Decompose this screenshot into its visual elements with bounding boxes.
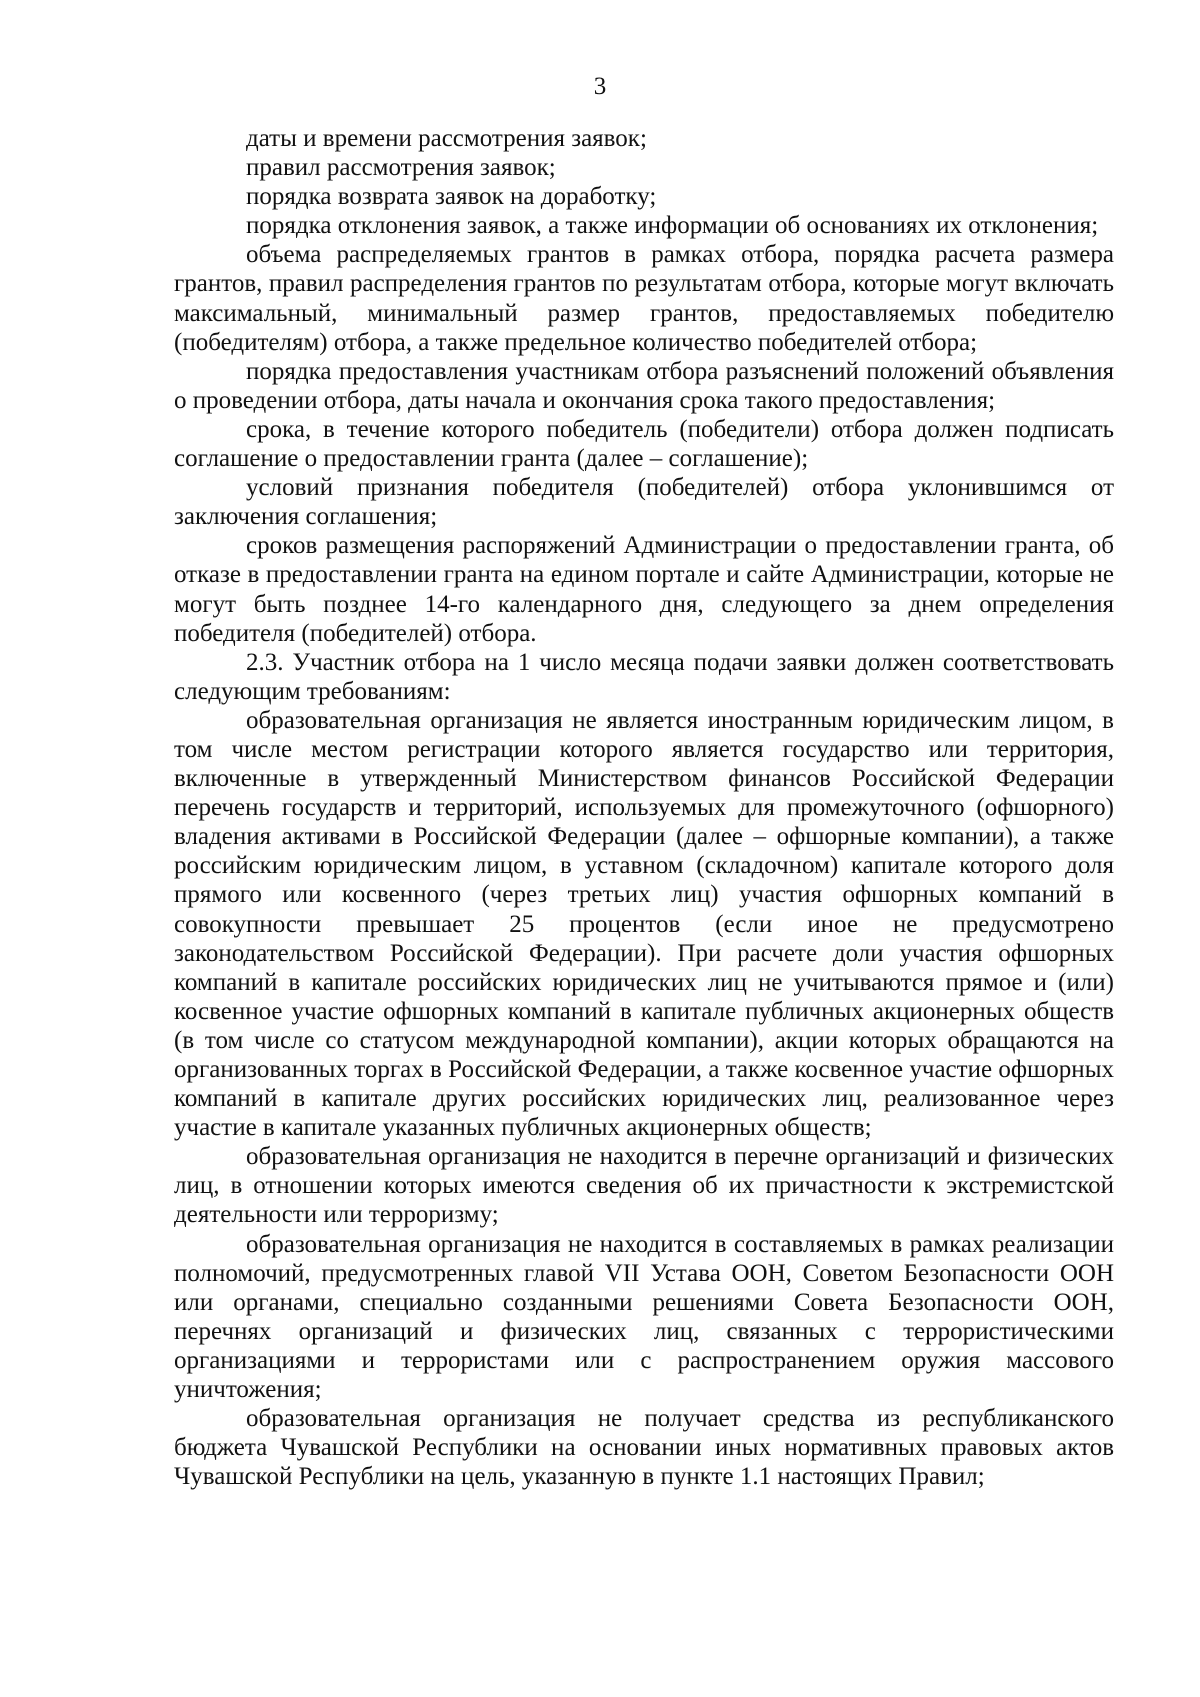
paragraph: порядка возврата заявок на доработку;: [246, 183, 657, 211]
paragraph: условий признания победителя (победителей) отбора уклонившимся от заключения соглашения;: [174, 474, 1114, 531]
page-number: 3: [593, 73, 607, 100]
paragraph: порядка предоставления участникам отбора разъяснений положений объявления о проведении отбора, даты начала и окончания срока такого предоставления;: [174, 357, 1114, 414]
paragraph: порядка отклонения заявок, а также информации об основаниях их отклонения;: [246, 212, 1099, 240]
paragraph: объема распределяемых грантов в рамках отбора, порядка расчета размера грантов, правил распределения грантов по результатам отбора, которые могут включать максимальный, минимальный размер грантов, предоставляемых победителю (победителям) отбора, а также предельное количество победителей отбора;: [174, 241, 1114, 356]
paragraph: образовательная организация не является иностранным юридическим лицом, в том числе местом регистрации которого является государство или территория, включенные в утвержденный Министерством финансов Российской Федерации перечень государств и территорий, используемых для промежуточного (офшорного) владения активами в Российской Федерации (далее – офшорные компании), а также российским юридическим лицом, в уставном (складочном) капитале которого доля прямого или косвенного (через третьих лиц) участия офшорных компаний в совокупности превышает 25 процентов (если иное не предусмотрено законодательством Российской Федерации). При расчете доли участия офшорных компаний в капитале российских юридических лиц не учитываются прямое и (или) косвенное участие офшорных компаний в капитале публичных акционерных обществ (в том числе со статусом международной компании), акции которых обращаются на организованных торгах в Российской Федерации, а также косвенное участие офшорных компаний в капитале других российских юридических лиц, реализованное через участие в капитале указанных публичных акционерных обществ;: [174, 706, 1114, 1142]
paragraph: даты и времени рассмотрения заявок;: [246, 125, 647, 152]
paragraph: сроков размещения распоряжений Администрации о предоставлении гранта, об отказе в предоставлении гранта на едином портале и сайте Администрации, которые не могут быть позднее 14-го календарного дня, следующего за днем определения победителя (победителей) отбора.: [174, 532, 1114, 647]
paragraph: правил рассмотрения заявок;: [246, 154, 556, 182]
document-body: [174, 124, 1114, 1491]
paragraph: образовательная организация не получает средства из республиканского бюджета Чувашской Республики на основании иных нормативных правовых актов Чувашской Республики на цель, указанную в пункте 1.1 настоящих Правил;: [174, 1405, 1114, 1491]
paragraph: срока, в течение которого победитель (победители) отбора должен подписать соглашение о предоставлении гранта (далее – соглашение);: [174, 415, 1114, 473]
paragraph: образовательная организация не находится в перечне организаций и физических лиц, в отношении которых имеются сведения об их причастности к экстремистской деятельности или терроризму;: [174, 1143, 1114, 1229]
paragraph: образовательная организация не находится в составляемых в рамках реализации полномочий, предусмотренных главой VII Устава ООН, Советом Безопасности ООН или органами, специально созданными решениями Совета Безопасности ООН, перечнях организаций и физических лиц, связанных с террористическими организациями и террористами или с распространением оружия массового уничтожения;: [174, 1230, 1114, 1404]
paragraph-section-2-3: 2.3. Участник отбора на 1 число месяца подачи заявки должен соответствовать следующим требованиям:: [174, 648, 1114, 705]
